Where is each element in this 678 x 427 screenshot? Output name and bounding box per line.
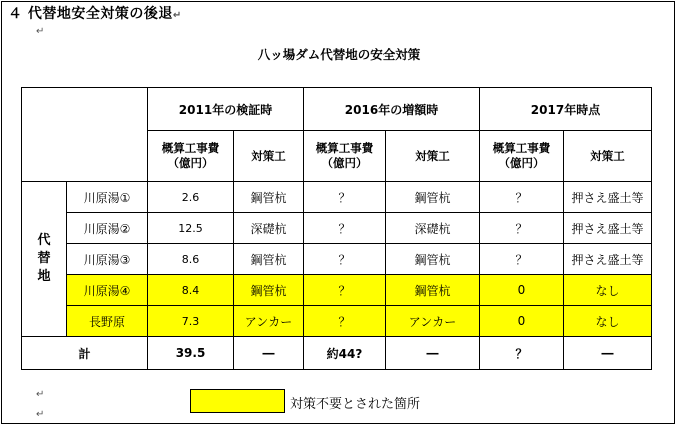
table-row-highlighted [22,275,652,306]
cost-2017: 0 [480,275,564,306]
section-heading [8,3,182,23]
section-heading-text: ４ 代替地安全対策の後退 [8,6,173,22]
paragraph-mark: ↵ [36,389,45,400]
cost-2017: ？ [480,244,564,275]
measure-2011: 深礎杭 [234,213,304,244]
cost-2017: 0 [480,306,564,337]
cost-2011: 7.3 [148,306,234,337]
header-row-periods [22,88,652,131]
cost-2016: ？ [304,275,386,306]
measure-2016: 鋼管杭 [386,182,480,213]
cost-header: 概算工事費 （億円） [148,131,234,182]
paragraph-mark: ↵ [36,26,45,37]
cost-2016: ？ [304,182,386,213]
site-name: 川原湯① [67,182,148,213]
corner-cell [22,88,148,182]
site-name: 川原湯③ [67,244,148,275]
measure-header: 対策工 [234,131,304,182]
cost-2017: ？ [480,213,564,244]
measure-2017: 押さえ盛土等 [564,182,652,213]
cost-2017: ？ [480,182,564,213]
period-header: 2017年時点 [480,88,652,131]
measure-2017: 押さえ盛土等 [564,213,652,244]
site-name: 川原湯④ [67,275,148,306]
cost-2011: 2.6 [148,182,234,213]
cost-header: 概算工事費 （億円） [304,131,386,182]
site-name: 長野原 [67,306,148,337]
table-row-highlighted [22,306,652,337]
site-name: 川原湯② [67,213,148,244]
legend-swatch [190,389,285,413]
period-header: 2011年の検証時 [148,88,304,131]
total-measure-2016: ― [386,337,480,370]
paragraph-mark: ↵ [172,10,182,21]
measure-2011: 鋼管杭 [234,275,304,306]
safety-table [21,87,652,370]
measure-2016: 鋼管杭 [386,275,480,306]
total-cost-2016: 約44? [304,337,386,370]
measure-2017: 押さえ盛土等 [564,244,652,275]
table-row [22,182,652,213]
cost-2011: 8.4 [148,275,234,306]
period-header: 2016年の増額時 [304,88,480,131]
measure-2016: 深礎杭 [386,213,480,244]
measure-2017: なし [564,306,652,337]
cost-2016: ？ [304,306,386,337]
cost-2011: 8.6 [148,244,234,275]
measure-2016: 鋼管杭 [386,244,480,275]
table-row [22,244,652,275]
total-row [22,337,652,370]
table-title: 八ッ場ダム代替地の安全対策 [257,47,421,62]
measure-2011: アンカー [234,306,304,337]
cost-header: 概算工事費 （億円） [480,131,564,182]
total-cost-2011: 39.5 [148,337,234,370]
side-label: 代 替 地 [22,182,67,337]
measure-header: 対策工 [564,131,652,182]
cost-2016: ？ [304,244,386,275]
measure-2016: アンカー [386,306,480,337]
total-measure-2011: ― [234,337,304,370]
legend-label: 対策不要とされた箇所 [290,397,421,412]
total-measure-2017: ― [564,337,652,370]
total-cost-2017: ？ [480,337,564,370]
measure-2017: なし [564,275,652,306]
table-row [22,213,652,244]
measure-2011: 鋼管杭 [234,182,304,213]
measure-2011: 鋼管杭 [234,244,304,275]
measure-header: 対策工 [386,131,480,182]
total-label: 計 [22,337,148,370]
cost-2016: ？ [304,213,386,244]
cost-2011: 12.5 [148,213,234,244]
paragraph-mark: ↵ [36,409,45,420]
